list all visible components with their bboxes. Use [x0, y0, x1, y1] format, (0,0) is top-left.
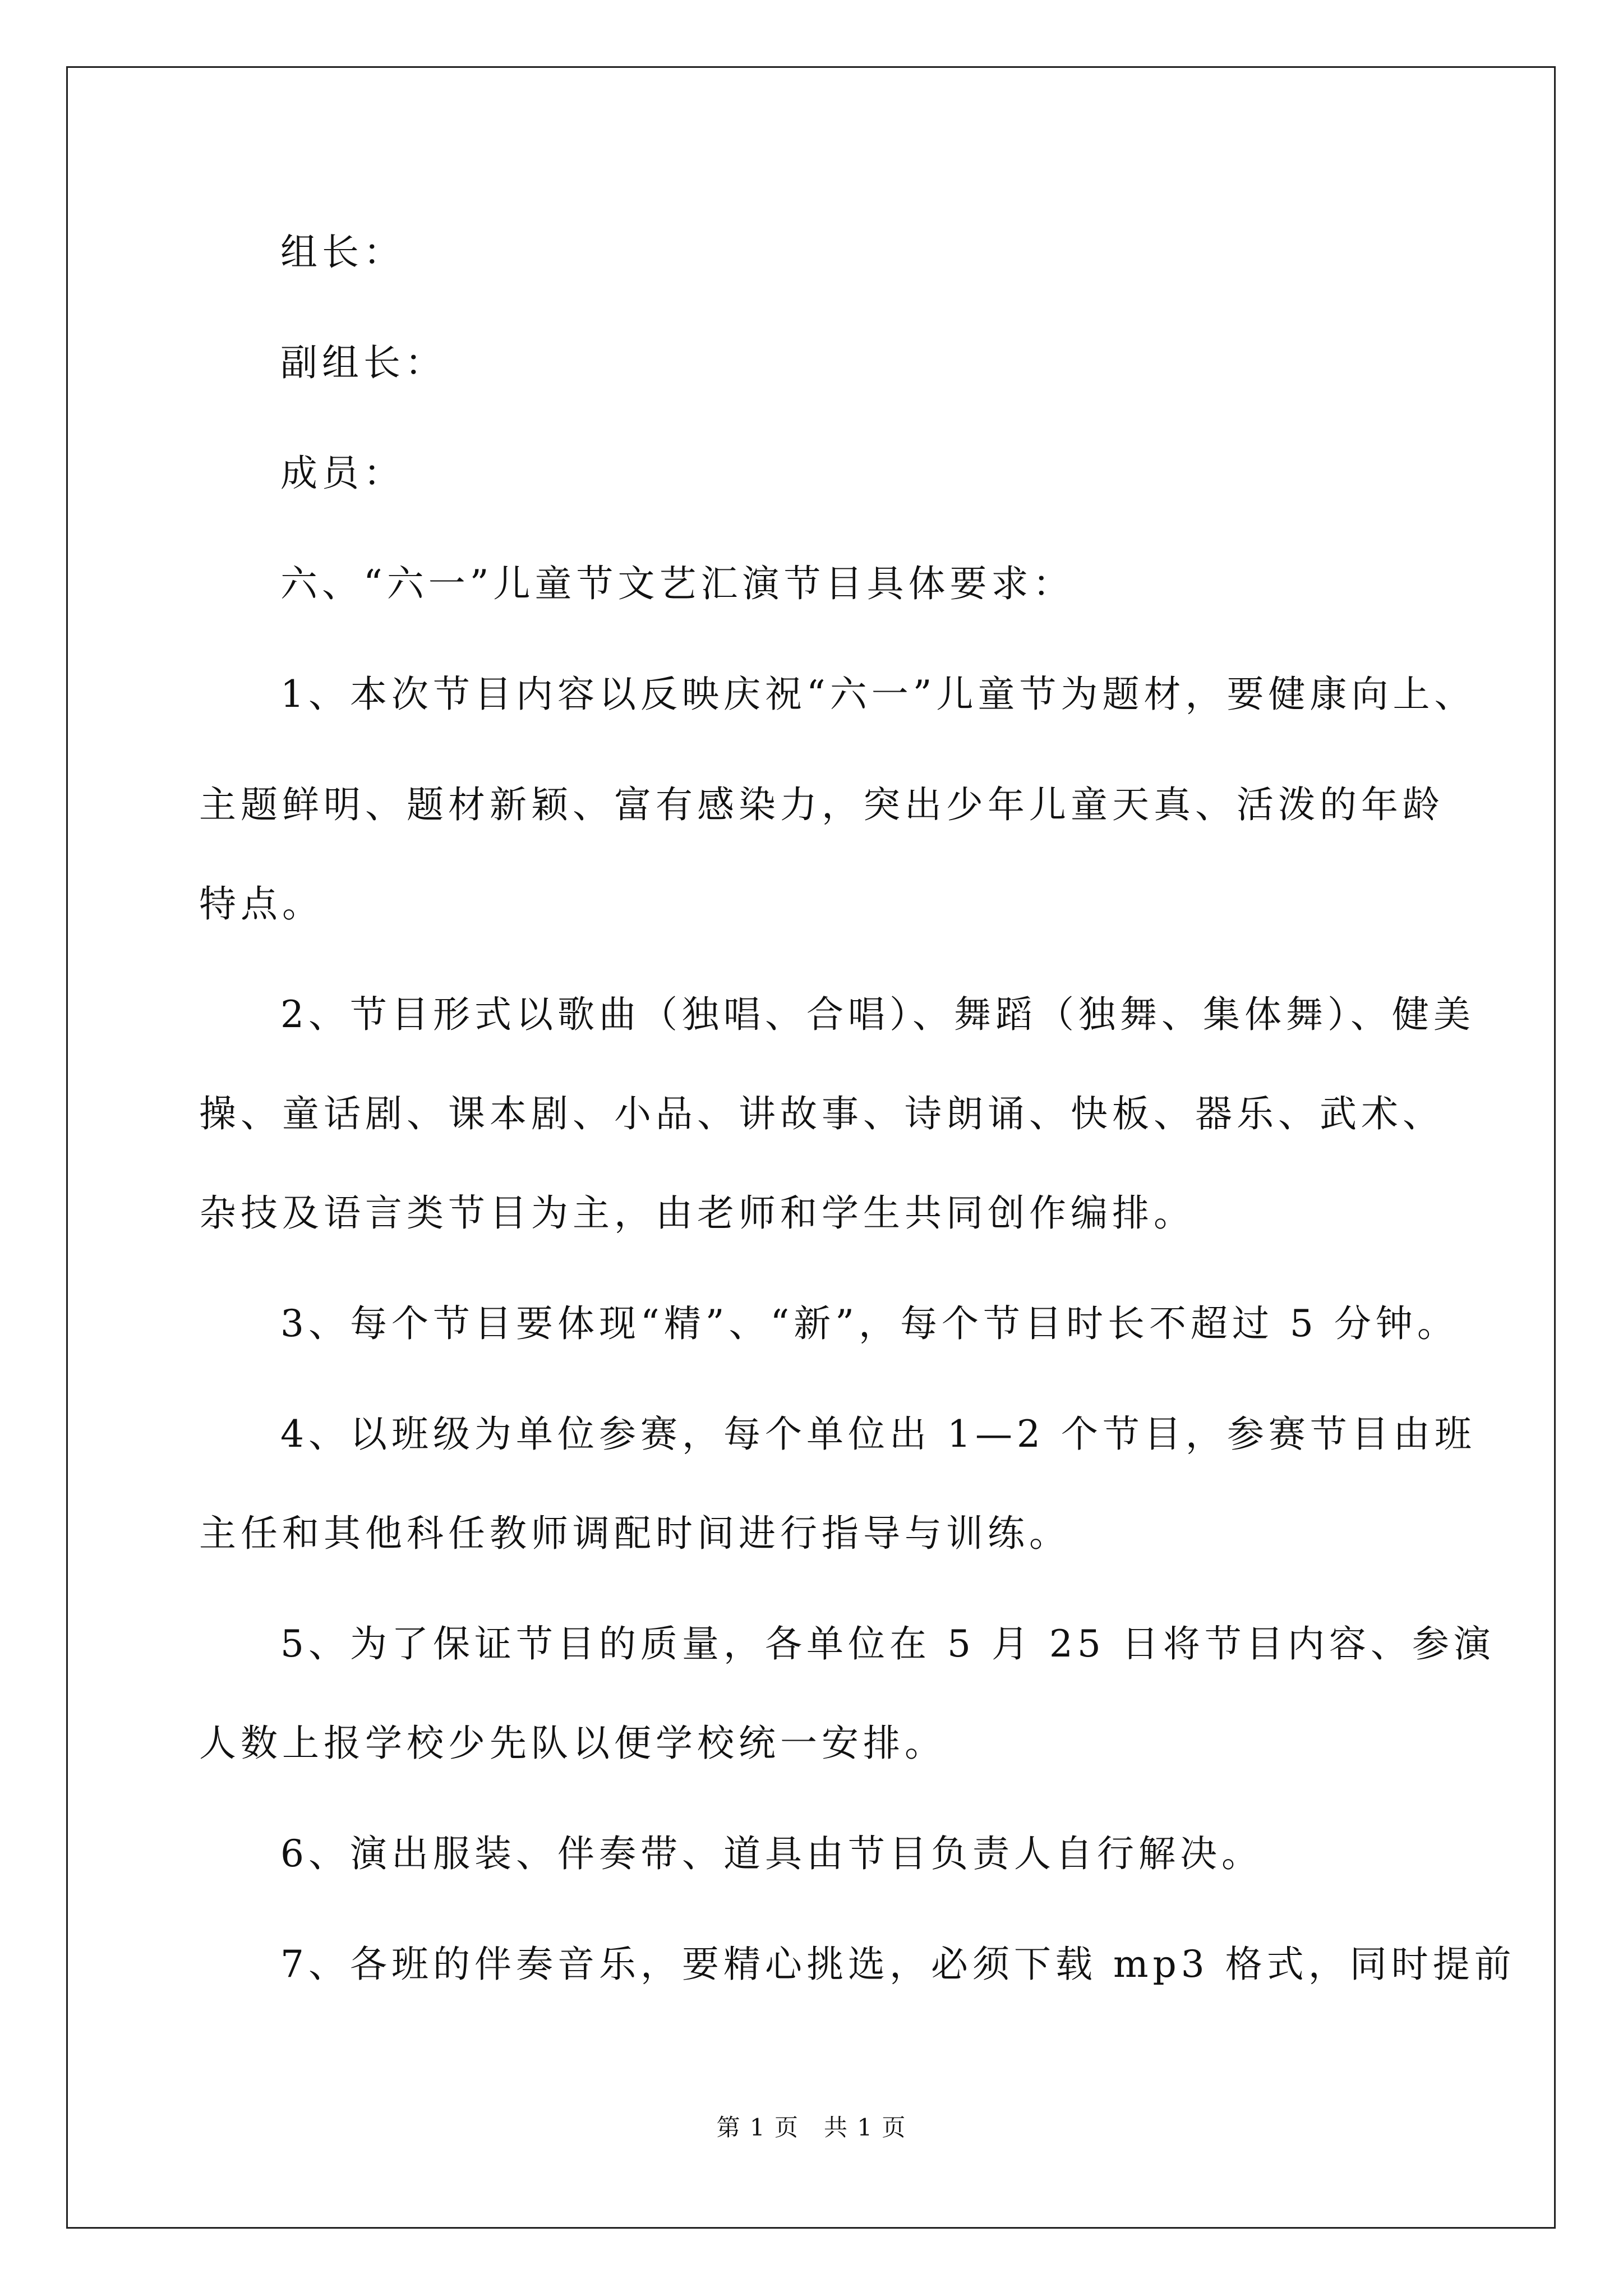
text-line-item-4-end: 主任和其他科任教师调配时间进行指导与训练。	[199, 1512, 1071, 1555]
text-line-item-3: 3、每个节目要体现“精”、“新”，每个节目时长不超过 5 分钟。	[280, 1302, 1459, 1345]
page-border	[66, 66, 1556, 2229]
text-line-deputy-leader: 副组长：	[280, 341, 446, 384]
text-line-item-4: 4、以班级为单位参赛，每个单位出 1—2 个节目，参赛节目由班	[280, 1412, 1476, 1456]
text-line-item-2: 2、节目形式以歌曲（独唱、合唱）、舞蹈（独舞、集体舞）、健美	[280, 993, 1475, 1036]
text-line-item-2-end: 杂技及语言类节目为主，由老师和学生共同创作编排。	[199, 1191, 1195, 1235]
text-line-item-2-cont: 操、童话剧、课本剧、小品、讲故事、诗朗诵、快板、器乐、武术、	[199, 1092, 1444, 1135]
text-line-item-7: 7、各班的伴奏音乐，要精心挑选，必须下载 mp3 格式，同时提前	[280, 1943, 1516, 1986]
text-line-item-6: 6、演出服装、伴奏带、道具由节目负责人自行解决。	[280, 1832, 1263, 1875]
text-line-leader: 组长：	[280, 231, 405, 274]
text-line-members: 成员：	[280, 452, 405, 495]
text-line-item-1-cont: 主题鲜明、题材新颖、富有感染力，突出少年儿童天真、活泼的年龄	[199, 783, 1444, 826]
text-line-item-1-end: 特点。	[199, 882, 324, 926]
text-line-item-5: 5、为了保证节目的质量，各单位在 5 月 25 日将节目内容、参演	[280, 1622, 1495, 1665]
text-line-item-5-end: 人数上报学校少先队以便学校统一安排。	[199, 1722, 946, 1765]
section-heading: 六、“六一”儿童节文艺汇演节目具体要求：	[280, 562, 1075, 605]
text-line-item-1: 1、本次节目内容以反映庆祝“六一”儿童节为题材，要健康向上、	[280, 673, 1476, 716]
page-number-footer: 第 1 页 共 1 页	[716, 2114, 907, 2141]
